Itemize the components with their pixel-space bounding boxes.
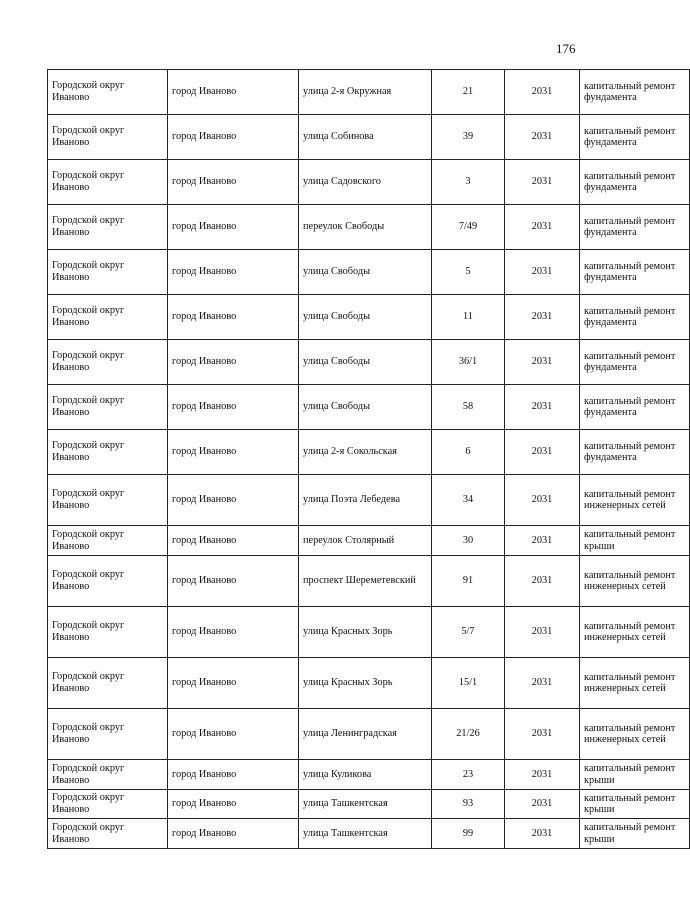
street-cell: улица Ташкентская bbox=[299, 790, 432, 819]
okrug-cell: Городской округ Иваново bbox=[48, 556, 168, 607]
year-cell: 2031 bbox=[505, 556, 580, 607]
work-type-cell: капитальный ремонт фундамента bbox=[580, 295, 690, 340]
year-cell: 2031 bbox=[505, 819, 580, 849]
okrug-cell: Городской округ Иваново bbox=[48, 205, 168, 250]
okrug-cell: Городской округ Иваново bbox=[48, 607, 168, 658]
house-cell: 30 bbox=[432, 526, 505, 556]
okrug-cell: Городской округ Иваново bbox=[48, 340, 168, 385]
city-cell: город Иваново bbox=[168, 819, 299, 849]
work-type-cell: капитальный ремонт фундамента bbox=[580, 430, 690, 475]
street-cell: переулок Столярный bbox=[299, 526, 432, 556]
street-cell: улица Ташкентская bbox=[299, 819, 432, 849]
work-type-cell: капитальный ремонт крыши bbox=[580, 760, 690, 790]
okrug-cell: Городской округ Иваново bbox=[48, 760, 168, 790]
house-cell: 93 bbox=[432, 790, 505, 819]
table-row bbox=[48, 526, 690, 556]
year-cell: 2031 bbox=[505, 790, 580, 819]
year-cell: 2031 bbox=[505, 70, 580, 115]
house-cell: 5/7 bbox=[432, 607, 505, 658]
street-cell: улица Садовского bbox=[299, 160, 432, 205]
street-cell: улица Собинова bbox=[299, 115, 432, 160]
work-type-cell: капитальный ремонт фундамента bbox=[580, 115, 690, 160]
year-cell: 2031 bbox=[505, 760, 580, 790]
house-cell: 91 bbox=[432, 556, 505, 607]
city-cell: город Иваново bbox=[168, 709, 299, 760]
year-cell: 2031 bbox=[505, 160, 580, 205]
city-cell: город Иваново bbox=[168, 760, 299, 790]
work-type-cell: капитальный ремонт фундамента bbox=[580, 250, 690, 295]
house-cell: 3 bbox=[432, 160, 505, 205]
table-row bbox=[48, 760, 690, 790]
house-cell: 34 bbox=[432, 475, 505, 526]
table-row bbox=[48, 340, 690, 385]
street-cell: улица 2-я Окружная bbox=[299, 70, 432, 115]
city-cell: город Иваново bbox=[168, 250, 299, 295]
street-cell: улица Красных Зорь bbox=[299, 658, 432, 709]
house-cell: 6 bbox=[432, 430, 505, 475]
okrug-cell: Городской округ Иваново bbox=[48, 819, 168, 849]
table-row bbox=[48, 607, 690, 658]
year-cell: 2031 bbox=[505, 709, 580, 760]
work-type-cell: капитальный ремонт крыши bbox=[580, 526, 690, 556]
city-cell: город Иваново bbox=[168, 526, 299, 556]
table-row bbox=[48, 819, 690, 849]
house-cell: 21 bbox=[432, 70, 505, 115]
table-row bbox=[48, 556, 690, 607]
table-row bbox=[48, 790, 690, 819]
table-row bbox=[48, 295, 690, 340]
work-type-cell: капитальный ремонт фундамента bbox=[580, 385, 690, 430]
house-cell: 21/26 bbox=[432, 709, 505, 760]
okrug-cell: Городской округ Иваново bbox=[48, 295, 168, 340]
street-cell: улица Свободы bbox=[299, 340, 432, 385]
house-cell: 23 bbox=[432, 760, 505, 790]
year-cell: 2031 bbox=[505, 430, 580, 475]
city-cell: город Иваново bbox=[168, 790, 299, 819]
city-cell: город Иваново bbox=[168, 295, 299, 340]
street-cell: улица Поэта Лебедева bbox=[299, 475, 432, 526]
table-row bbox=[48, 430, 690, 475]
house-cell: 58 bbox=[432, 385, 505, 430]
repair-schedule-table bbox=[47, 69, 690, 849]
okrug-cell: Городской округ Иваново bbox=[48, 160, 168, 205]
street-cell: проспект Шереметевский bbox=[299, 556, 432, 607]
city-cell: город Иваново bbox=[168, 70, 299, 115]
street-cell: переулок Свободы bbox=[299, 205, 432, 250]
okrug-cell: Городской округ Иваново bbox=[48, 709, 168, 760]
work-type-cell: капитальный ремонт фундамента bbox=[580, 340, 690, 385]
table-row bbox=[48, 658, 690, 709]
table-row bbox=[48, 385, 690, 430]
year-cell: 2031 bbox=[505, 205, 580, 250]
work-type-cell: капитальный ремонт инженерных сетей bbox=[580, 607, 690, 658]
work-type-cell: капитальный ремонт инженерных сетей bbox=[580, 709, 690, 760]
okrug-cell: Городской округ Иваново bbox=[48, 115, 168, 160]
city-cell: город Иваново bbox=[168, 340, 299, 385]
house-cell: 11 bbox=[432, 295, 505, 340]
work-type-cell: капитальный ремонт инженерных сетей bbox=[580, 658, 690, 709]
city-cell: город Иваново bbox=[168, 475, 299, 526]
table-row bbox=[48, 205, 690, 250]
house-cell: 5 bbox=[432, 250, 505, 295]
street-cell: улица Свободы bbox=[299, 385, 432, 430]
house-cell: 36/1 bbox=[432, 340, 505, 385]
street-cell: улица Ленинградская bbox=[299, 709, 432, 760]
street-cell: улица Свободы bbox=[299, 250, 432, 295]
year-cell: 2031 bbox=[505, 340, 580, 385]
okrug-cell: Городской округ Иваново bbox=[48, 385, 168, 430]
work-type-cell: капитальный ремонт инженерных сетей bbox=[580, 475, 690, 526]
okrug-cell: Городской округ Иваново bbox=[48, 70, 168, 115]
work-type-cell: капитальный ремонт инженерных сетей bbox=[580, 556, 690, 607]
year-cell: 2031 bbox=[505, 385, 580, 430]
year-cell: 2031 bbox=[505, 250, 580, 295]
year-cell: 2031 bbox=[505, 475, 580, 526]
street-cell: улица 2-я Сокольская bbox=[299, 430, 432, 475]
city-cell: город Иваново bbox=[168, 556, 299, 607]
table-row bbox=[48, 709, 690, 760]
house-cell: 99 bbox=[432, 819, 505, 849]
street-cell: улица Куликова bbox=[299, 760, 432, 790]
work-type-cell: капитальный ремонт крыши bbox=[580, 790, 690, 819]
year-cell: 2031 bbox=[505, 526, 580, 556]
okrug-cell: Городской округ Иваново bbox=[48, 526, 168, 556]
okrug-cell: Городской округ Иваново bbox=[48, 790, 168, 819]
city-cell: город Иваново bbox=[168, 658, 299, 709]
city-cell: город Иваново bbox=[168, 160, 299, 205]
page-number: 176 bbox=[556, 41, 576, 56]
city-cell: город Иваново bbox=[168, 385, 299, 430]
table-row bbox=[48, 70, 690, 115]
city-cell: город Иваново bbox=[168, 205, 299, 250]
okrug-cell: Городской округ Иваново bbox=[48, 250, 168, 295]
year-cell: 2031 bbox=[505, 295, 580, 340]
year-cell: 2031 bbox=[505, 658, 580, 709]
okrug-cell: Городской округ Иваново bbox=[48, 475, 168, 526]
year-cell: 2031 bbox=[505, 115, 580, 160]
year-cell: 2031 bbox=[505, 607, 580, 658]
city-cell: город Иваново bbox=[168, 115, 299, 160]
city-cell: город Иваново bbox=[168, 430, 299, 475]
city-cell: город Иваново bbox=[168, 607, 299, 658]
street-cell: улица Красных Зорь bbox=[299, 607, 432, 658]
house-cell: 15/1 bbox=[432, 658, 505, 709]
table-row bbox=[48, 160, 690, 205]
street-cell: улица Свободы bbox=[299, 295, 432, 340]
house-cell: 39 bbox=[432, 115, 505, 160]
okrug-cell: Городской округ Иваново bbox=[48, 658, 168, 709]
table-row bbox=[48, 250, 690, 295]
work-type-cell: капитальный ремонт фундамента bbox=[580, 70, 690, 115]
table-row bbox=[48, 115, 690, 160]
table-row bbox=[48, 475, 690, 526]
work-type-cell: капитальный ремонт фундамента bbox=[580, 160, 690, 205]
house-cell: 7/49 bbox=[432, 205, 505, 250]
okrug-cell: Городской округ Иваново bbox=[48, 430, 168, 475]
work-type-cell: капитальный ремонт фундамента bbox=[580, 205, 690, 250]
work-type-cell: капитальный ремонт крыши bbox=[580, 819, 690, 849]
